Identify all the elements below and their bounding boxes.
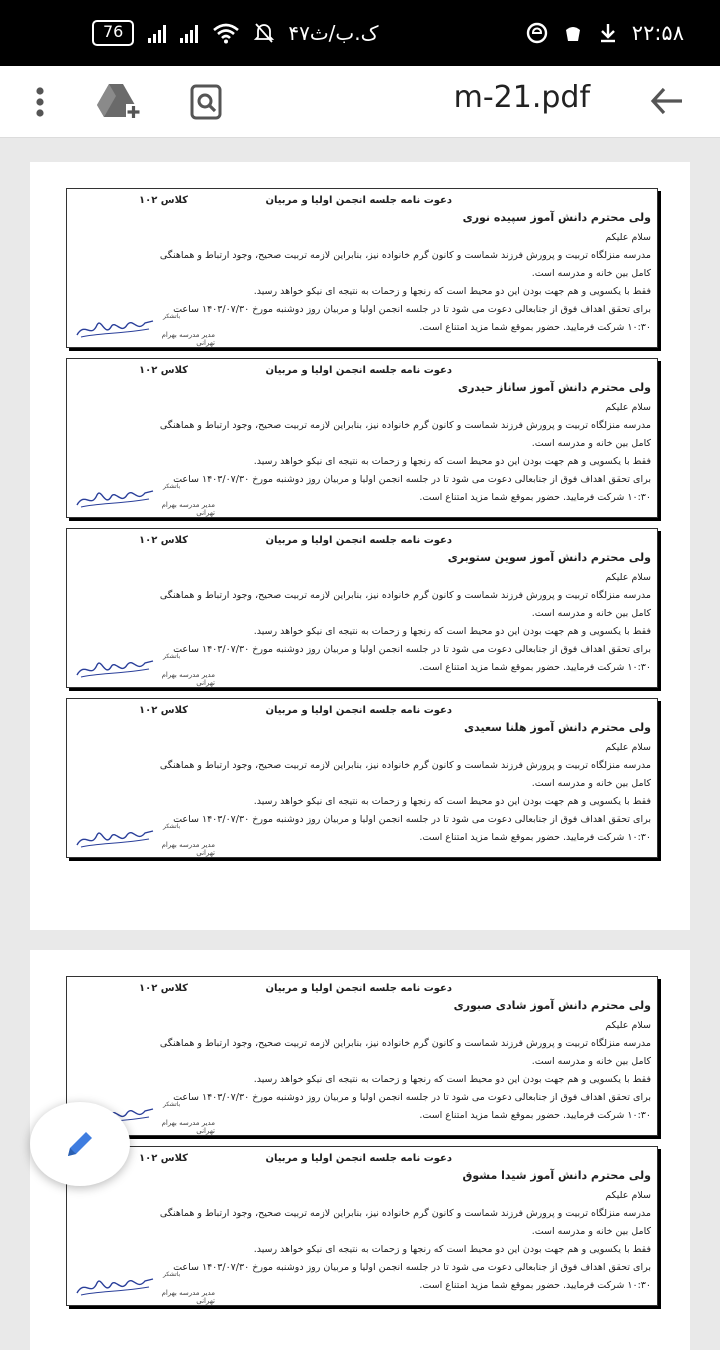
stamp-text: باتشکر: [163, 1101, 181, 1108]
class-label: کلاس ۱۰۲: [139, 535, 189, 546]
paragraph-line: فقط با یکسویی و هم جهت بودن این دو محیط است که رنجها و زحمات به نتیجه ای نیکو خواهد رسید.: [253, 456, 651, 467]
principal-name: مدیر مدرسه بهرام تهرانی: [161, 1289, 215, 1305]
signature: [75, 1273, 155, 1299]
paragraph-line: کامل بین خانه و مدرسه است.: [531, 438, 651, 449]
document-title: m-21.pdf: [453, 80, 590, 115]
signature: [75, 655, 155, 681]
salutation: سلام علیکم: [605, 232, 651, 243]
signature: [75, 315, 155, 341]
letter-title: دعوت نامه جلسه انجمن اولیا و مربیان: [265, 195, 452, 206]
salutation: سلام علیکم: [605, 402, 651, 413]
app-notification-icon: [562, 22, 584, 44]
signature: [75, 825, 155, 851]
paragraph-line: ۱۰:۳۰ شرکت فرمایید. حضور بموقع شما مزید امتناع است.: [419, 1110, 651, 1121]
letter-header: [67, 535, 657, 551]
letter-greeting: ولی محترم دانش آموز سپیده نوری: [462, 211, 651, 224]
paragraph-line: برای تحقق اهداف فوق از جنابعالی دعوت می شود تا در جلسه انجمن اولیا و مربیان روز دوشنبه مورخ ۱۴۰۳/۰۷/۳۰ ساعت: [173, 304, 651, 315]
status-bar-left: [92, 20, 379, 46]
paragraph-line: مدرسه منزلگاه تربیت و پرورش فرزند شماست و کانون گرم خانواده نیز، بنابراین لازمه تربیت صحیح، وجود ارتباط و هماهنگی: [159, 760, 651, 771]
search-document-icon[interactable]: [190, 84, 224, 120]
paragraph-line: مدرسه منزلگاه تربیت و پرورش فرزند شماست و کانون گرم خانواده نیز، بنابراین لازمه تربیت صحیح، وجود ارتباط و هماهنگی: [159, 1208, 651, 1219]
signature: [75, 485, 155, 511]
letter-greeting: ولی محترم دانش آموز هلنا سعیدی: [464, 721, 651, 734]
stamp-text: باتشکر: [163, 823, 181, 830]
principal-name: مدیر مدرسه بهرام تهرانی: [161, 501, 215, 517]
letter-footer: [75, 653, 215, 687]
paragraph-line: مدرسه منزلگاه تربیت و پرورش فرزند شماست و کانون گرم خانواده نیز، بنابراین لازمه تربیت صحیح، وجود ارتباط و هماهنگی: [159, 590, 651, 601]
principal-name: مدیر مدرسه بهرام تهرانی: [161, 331, 215, 347]
letter-footer: [75, 313, 215, 347]
paragraph-line: ۱۰:۳۰ شرکت فرمایید. حضور بموقع شما مزید امتناع است.: [419, 492, 651, 503]
status-bar: [0, 0, 720, 66]
paragraph-line: برای تحقق اهداف فوق از جنابعالی دعوت می شود تا در جلسه انجمن اولیا و مربیان روز دوشنبه مورخ ۱۴۰۳/۰۷/۳۰ ساعت: [173, 474, 651, 485]
app-bar: [0, 66, 720, 138]
letter-header: [67, 983, 657, 999]
letter-greeting: ولی محترم دانش آموز سوین ستوبری: [447, 551, 651, 564]
paragraph-line: فقط با یکسویی و هم جهت بودن این دو محیط است که رنجها و زحمات به نتیجه ای نیکو خواهد رسید.: [253, 286, 651, 297]
class-label: کلاس ۱۰۲: [139, 365, 189, 376]
stamp-text: باتشکر: [163, 1271, 181, 1278]
invitation-letter: [66, 358, 658, 518]
network-speed: ۴۷ک.ب/ث: [288, 21, 379, 45]
clock: ۲۲:۵۸: [631, 21, 684, 45]
status-bar-right: [526, 21, 684, 45]
salutation: سلام علیکم: [605, 572, 651, 583]
invitation-letter: [66, 1146, 658, 1306]
salutation: سلام علیکم: [605, 1190, 651, 1201]
paragraph-line: فقط با یکسویی و هم جهت بودن این دو محیط است که رنجها و زحمات به نتیجه ای نیکو خواهد رسید.: [253, 796, 651, 807]
letter-header: [67, 195, 657, 211]
letter-footer: [75, 1271, 215, 1305]
paragraph-line: فقط با یکسویی و هم جهت بودن این دو محیط است که رنجها و زحمات به نتیجه ای نیکو خواهد رسید.: [253, 1244, 651, 1255]
battery-indicator: 76: [92, 20, 134, 46]
letter-title: دعوت نامه جلسه انجمن اولیا و مربیان: [265, 983, 452, 994]
invitation-letter: [66, 188, 658, 348]
letter-header: [67, 1153, 657, 1169]
paragraph-line: ۱۰:۳۰ شرکت فرمایید. حضور بموقع شما مزید امتناع است.: [419, 322, 651, 333]
add-to-drive-icon[interactable]: [96, 82, 142, 122]
letter-footer: [75, 823, 215, 857]
signal-icon: [148, 23, 166, 43]
letter-header: [67, 705, 657, 721]
stamp-text: باتشکر: [163, 653, 181, 660]
stamp-text: باتشکر: [163, 313, 181, 320]
notifications-off-icon: [254, 22, 274, 44]
invitation-letter: [66, 976, 658, 1136]
letter-title: دعوت نامه جلسه انجمن اولیا و مربیان: [265, 535, 452, 546]
paragraph-line: کامل بین خانه و مدرسه است.: [531, 1226, 651, 1237]
edit-pencil-icon: [62, 1126, 98, 1162]
invitation-letter: [66, 528, 658, 688]
more-vert-icon[interactable]: [26, 84, 54, 120]
paragraph-line: ۱۰:۳۰ شرکت فرمایید. حضور بموقع شما مزید امتناع است.: [419, 662, 651, 673]
paragraph-line: کامل بین خانه و مدرسه است.: [531, 778, 651, 789]
paragraph-line: برای تحقق اهداف فوق از جنابعالی دعوت می شود تا در جلسه انجمن اولیا و مربیان روز دوشنبه مورخ ۱۴۰۳/۰۷/۳۰ ساعت: [173, 644, 651, 655]
letter-greeting: ولی محترم دانش آموز شیدا مشوق: [462, 1169, 651, 1182]
paragraph-line: برای تحقق اهداف فوق از جنابعالی دعوت می شود تا در جلسه انجمن اولیا و مربیان روز دوشنبه مورخ ۱۴۰۳/۰۷/۳۰ ساعت: [173, 814, 651, 825]
paragraph-line: برای تحقق اهداف فوق از جنابعالی دعوت می شود تا در جلسه انجمن اولیا و مربیان روز دوشنبه مورخ ۱۴۰۳/۰۷/۳۰ ساعت: [173, 1262, 651, 1273]
paragraph-line: فقط با یکسویی و هم جهت بودن این دو محیط است که رنجها و زحمات به نتیجه ای نیکو خواهد رسید.: [253, 1074, 651, 1085]
class-label: کلاس ۱۰۲: [139, 983, 189, 994]
edit-fab[interactable]: [30, 1102, 130, 1186]
paragraph-line: مدرسه منزلگاه تربیت و پرورش فرزند شماست و کانون گرم خانواده نیز، بنابراین لازمه تربیت صحیح، وجود ارتباط و هماهنگی: [159, 420, 651, 431]
class-label: کلاس ۱۰۲: [139, 705, 189, 716]
back-arrow-icon[interactable]: [650, 86, 684, 116]
paragraph-line: ۱۰:۳۰ شرکت فرمایید. حضور بموقع شما مزید امتناع است.: [419, 832, 651, 843]
pdf-page-1: [30, 162, 690, 930]
letter-greeting: ولی محترم دانش آموز شادی صبوری: [453, 999, 651, 1012]
letter-header: [67, 365, 657, 381]
download-icon: [598, 22, 618, 44]
paragraph-line: مدرسه منزلگاه تربیت و پرورش فرزند شماست و کانون گرم خانواده نیز، بنابراین لازمه تربیت صحیح، وجود ارتباط و هماهنگی: [159, 1038, 651, 1049]
signal-icon-2: [180, 23, 198, 43]
letter-footer: [75, 483, 215, 517]
principal-name: مدیر مدرسه بهرام تهرانی: [161, 1119, 215, 1135]
letter-title: دعوت نامه جلسه انجمن اولیا و مربیان: [265, 705, 452, 716]
wifi-icon: [212, 22, 240, 44]
edge-app-icon: [526, 22, 548, 44]
invitation-letter: [66, 698, 658, 858]
salutation: سلام علیکم: [605, 742, 651, 753]
principal-name: مدیر مدرسه بهرام تهرانی: [161, 841, 215, 857]
letter-greeting: ولی محترم دانش آموز ساناز حیدری: [457, 381, 651, 394]
paragraph-line: کامل بین خانه و مدرسه است.: [531, 608, 651, 619]
letter-title: دعوت نامه جلسه انجمن اولیا و مربیان: [265, 365, 452, 376]
paragraph-line: ۱۰:۳۰ شرکت فرمایید. حضور بموقع شما مزید امتناع است.: [419, 1280, 651, 1291]
paragraph-line: کامل بین خانه و مدرسه است.: [531, 268, 651, 279]
stamp-text: باتشکر: [163, 483, 181, 490]
paragraph-line: فقط با یکسویی و هم جهت بودن این دو محیط است که رنجها و زحمات به نتیجه ای نیکو خواهد رسید.: [253, 626, 651, 637]
class-label: کلاس ۱۰۲: [139, 195, 189, 206]
salutation: سلام علیکم: [605, 1020, 651, 1031]
principal-name: مدیر مدرسه بهرام تهرانی: [161, 671, 215, 687]
paragraph-line: کامل بین خانه و مدرسه است.: [531, 1056, 651, 1067]
letter-title: دعوت نامه جلسه انجمن اولیا و مربیان: [265, 1153, 452, 1164]
class-label: کلاس ۱۰۲: [139, 1153, 189, 1164]
paragraph-line: برای تحقق اهداف فوق از جنابعالی دعوت می شود تا در جلسه انجمن اولیا و مربیان روز دوشنبه مورخ ۱۴۰۳/۰۷/۳۰ ساعت: [173, 1092, 651, 1103]
paragraph-line: مدرسه منزلگاه تربیت و پرورش فرزند شماست و کانون گرم خانواده نیز، بنابراین لازمه تربیت صحیح، وجود ارتباط و هماهنگی: [159, 250, 651, 261]
